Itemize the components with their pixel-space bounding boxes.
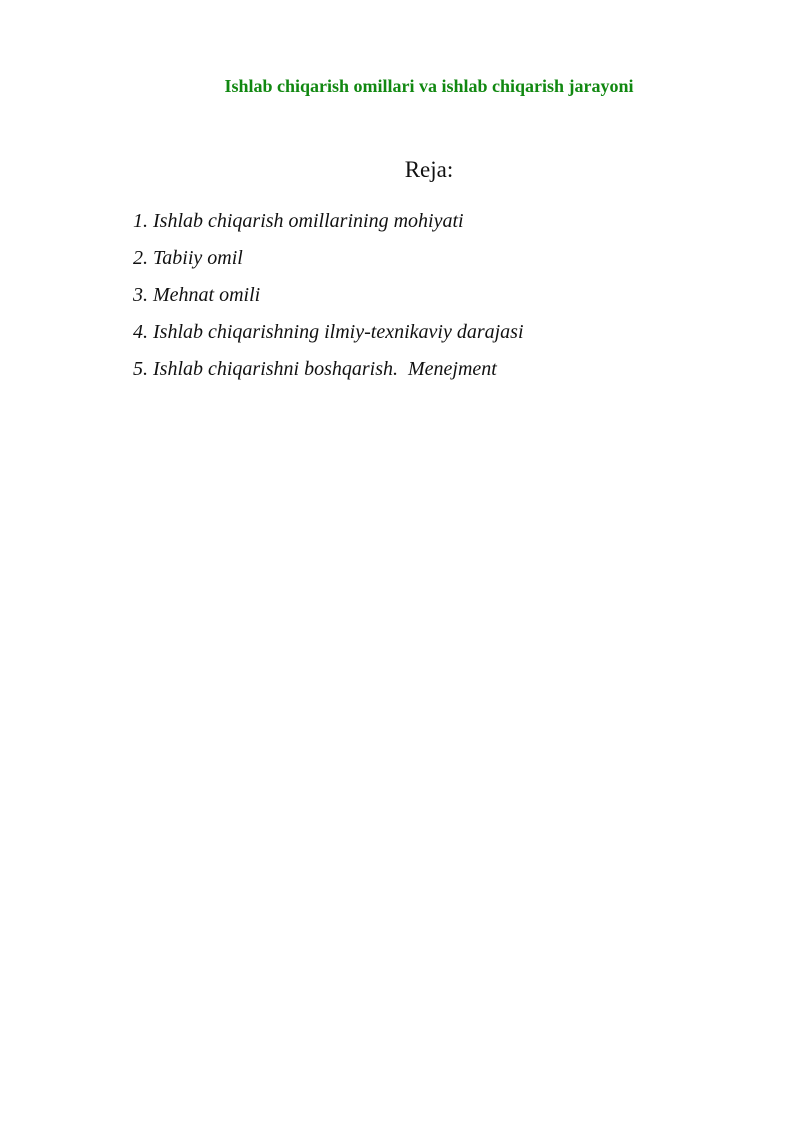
plan-item: [133, 240, 524, 277]
plan-item-number: 1.: [133, 210, 148, 232]
plan-item: [133, 277, 524, 314]
plan-item-text: Ishlab chiqarishni boshqarish. Menejment: [153, 358, 497, 380]
document-title: Ishlab chiqarish omillari va ishlab chiqarish jarayoni: [224, 76, 634, 96]
plan-item-text: Mehnat omili: [153, 284, 261, 306]
plan-heading: Reja:: [404, 157, 454, 182]
plan-item: [133, 351, 524, 388]
plan-list: [133, 203, 524, 388]
plan-item-number: 2.: [133, 247, 148, 269]
plan-item: [133, 203, 524, 240]
plan-item-text: Ishlab chiqarish omillarining mohiyati: [153, 210, 464, 232]
plan-item-number: 3.: [133, 284, 148, 306]
plan-item-number: 5.: [133, 358, 148, 380]
plan-item-text: Ishlab chiqarishning ilmiy-texnikaviy darajasi: [153, 321, 524, 343]
plan-item: [133, 314, 524, 351]
plan-item-text: Tabiiy omil: [153, 247, 243, 269]
plan-item-number: 4.: [133, 321, 148, 343]
